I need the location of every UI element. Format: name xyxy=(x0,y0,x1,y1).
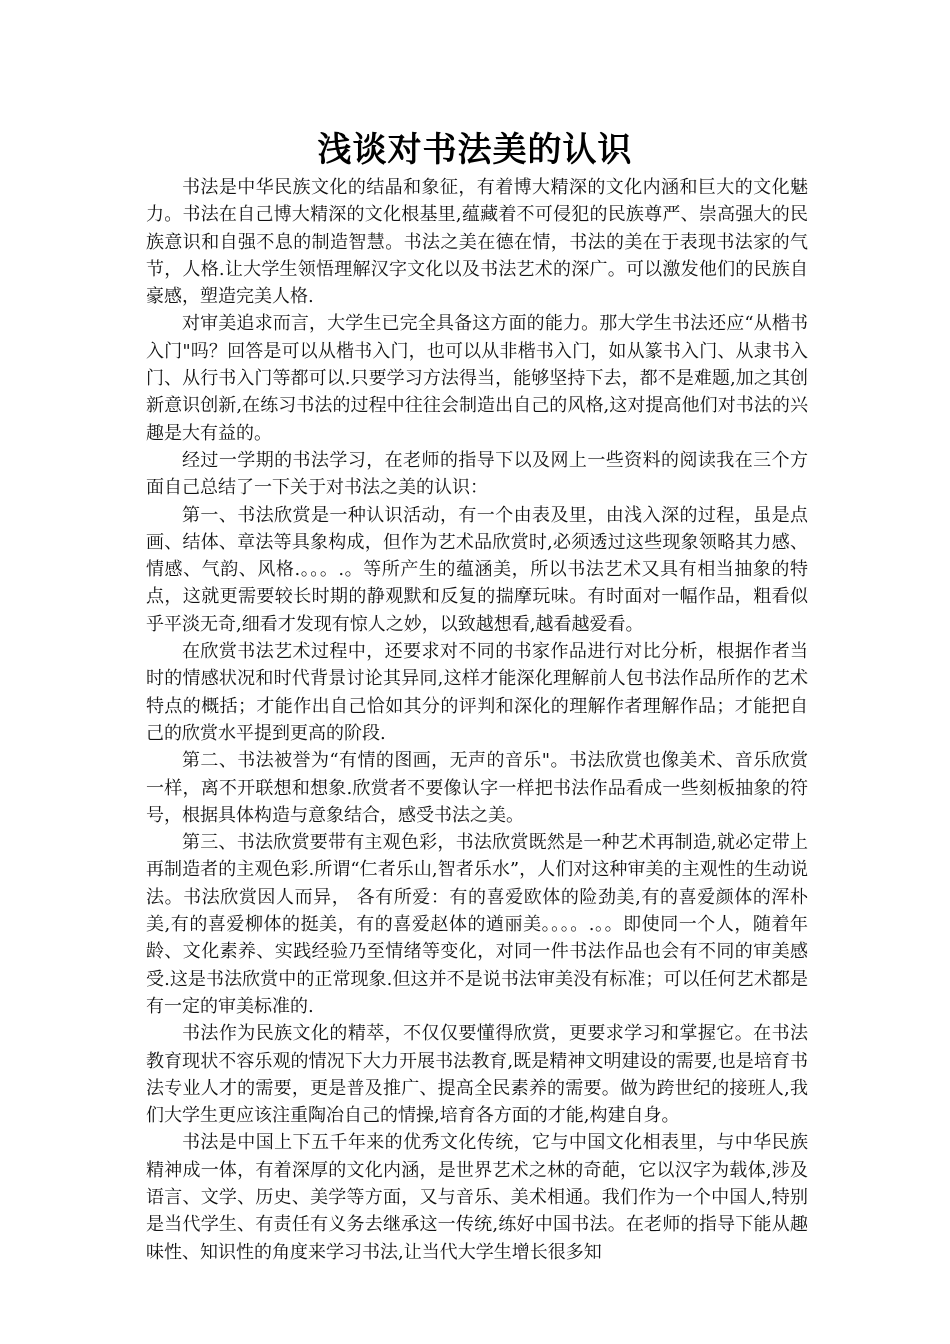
paragraph-2: 对审美追求而言，大学生已完全具备这方面的能力。那大学生书法还应“从楷书入门"吗？回答是可以从楷书入门，也可以从非楷书入门，如从篆书入门、从隶书入门、从行书入门等都可以.只要学习方法得当，能够坚持下去，都不是难题,加之其创新意识创新,在练习书法的过程中往往会制造出自己的风格,这对提高他们对书法的兴趣是大有益的。 xyxy=(146,313,808,444)
paragraph-7: 第三、书法欣赏要带有主观色彩，书法欣赏既然是一种艺术再制造,就必定带上再制造者的主观色彩.所谓“仁者乐山,智者乐水”，人们对这种审美的主观性的生动说法。书法欣赏因人而异， 各有所爱：有的喜爱欧体的险劲美,有的喜爱颜体的浑朴美,有的喜爱柳体的挺美，有的喜爱赵体的遒丽美。。。。.。。即使同一个人，随着年龄、文化素养、实践经验乃至情绪等变化，对同一件书法作品也会有不同的审美感受.这是书法欣赏中的正常现象.但这并不是说书法审美没有标准；可以任何艺术都是有一定的审美标准的. xyxy=(146,832,808,1017)
document-title: 浅谈对书法美的认识 xyxy=(317,130,633,170)
paragraph-1: 书法是中华民族文化的结晶和象征，有着博大精深的文化内涵和巨大的文化魅力。书法在自己博大精深的文化根基里,蕴藏着不可侵犯的民族尊严、崇高强大的民族意识和自强不息的制造智慧。书法之美在德在情，书法的美在于表现书法家的气节，人格.让大学生领悟理解汉字文化以及书法艺术的深广。可以激发他们的民族自豪感，塑造完美人格. xyxy=(146,177,808,308)
paragraph-5: 在欣赏书法艺术过程中，还要求对不同的书家作品进行对比分析，根据作者当时的情感状况和时代背景讨论其异同,这样才能深化理解前人包书法作品所作的艺术特点的概括；才能作出自己恰如其分的评判和深化的理解作者理解作品；才能把自己的欣赏水平提到更高的阶段. xyxy=(146,641,808,744)
paragraph-3: 经过一学期的书法学习，在老师的指导下以及网上一些资料的阅读我在三个方面自己总结了一下关于对书法之美的认识： xyxy=(146,449,808,499)
document-body xyxy=(146,174,808,1266)
paragraph-8: 书法作为民族文化的精萃，不仅仅要懂得欣赏，更要求学习和掌握它。在书法教育现状不容乐观的情况下大力开展书法教育,既是精神文明建设的需要,也是培育书法专业人才的需要，更是普及推广、提高全民素养的需要。做为跨世纪的接班人,我们大学生更应该注重陶冶自己的情操,培育各方面的才能,构建自身。 xyxy=(146,1023,808,1127)
paragraph-4: 第一、书法欣赏是一种认识活动，有一个由表及里，由浅入深的过程，虽是点画、结体、章法等具象构成，但作为艺术品欣赏时,必须透过这些现象领略其力感、情感、气韵、风格.。。。.。等所产生的蕴涵美，所以书法艺术又具有相当抽象的特点，这就更需要较长时期的静观默和反复的揣摩玩味。有时面对一幅作品，粗看似乎平淡无奇,细看才发现有惊人之妙，以致越想看,越看越爱看。 xyxy=(146,504,808,635)
paragraph-9: 书法是中国上下五千年来的优秀文化传统，它与中国文化相表里，与中华民族精神成一体，有着深厚的文化内涵，是世界艺术之林的奇葩，它以汉字为载体,涉及语言、文学、历史、美学等方面，又与音乐、美术相通。我们作为一个中国人,特别是当代学生、有责任有义务去继承这一传统,练好中国书法。在老师的指导下能从趣味性、知识性的角度来学习书法,让当代大学生增长很多知 xyxy=(146,1132,808,1263)
paragraph-6: 第二、书法被誉为“有情的图画，无声的音乐"。书法欣赏也像美术、音乐欣赏一样，离不开联想和想象.欣赏者不要像认字一样把书法作品看成一些刻板抽象的符号，根据具体构造与意象结合，感受书法之美。 xyxy=(146,750,808,826)
